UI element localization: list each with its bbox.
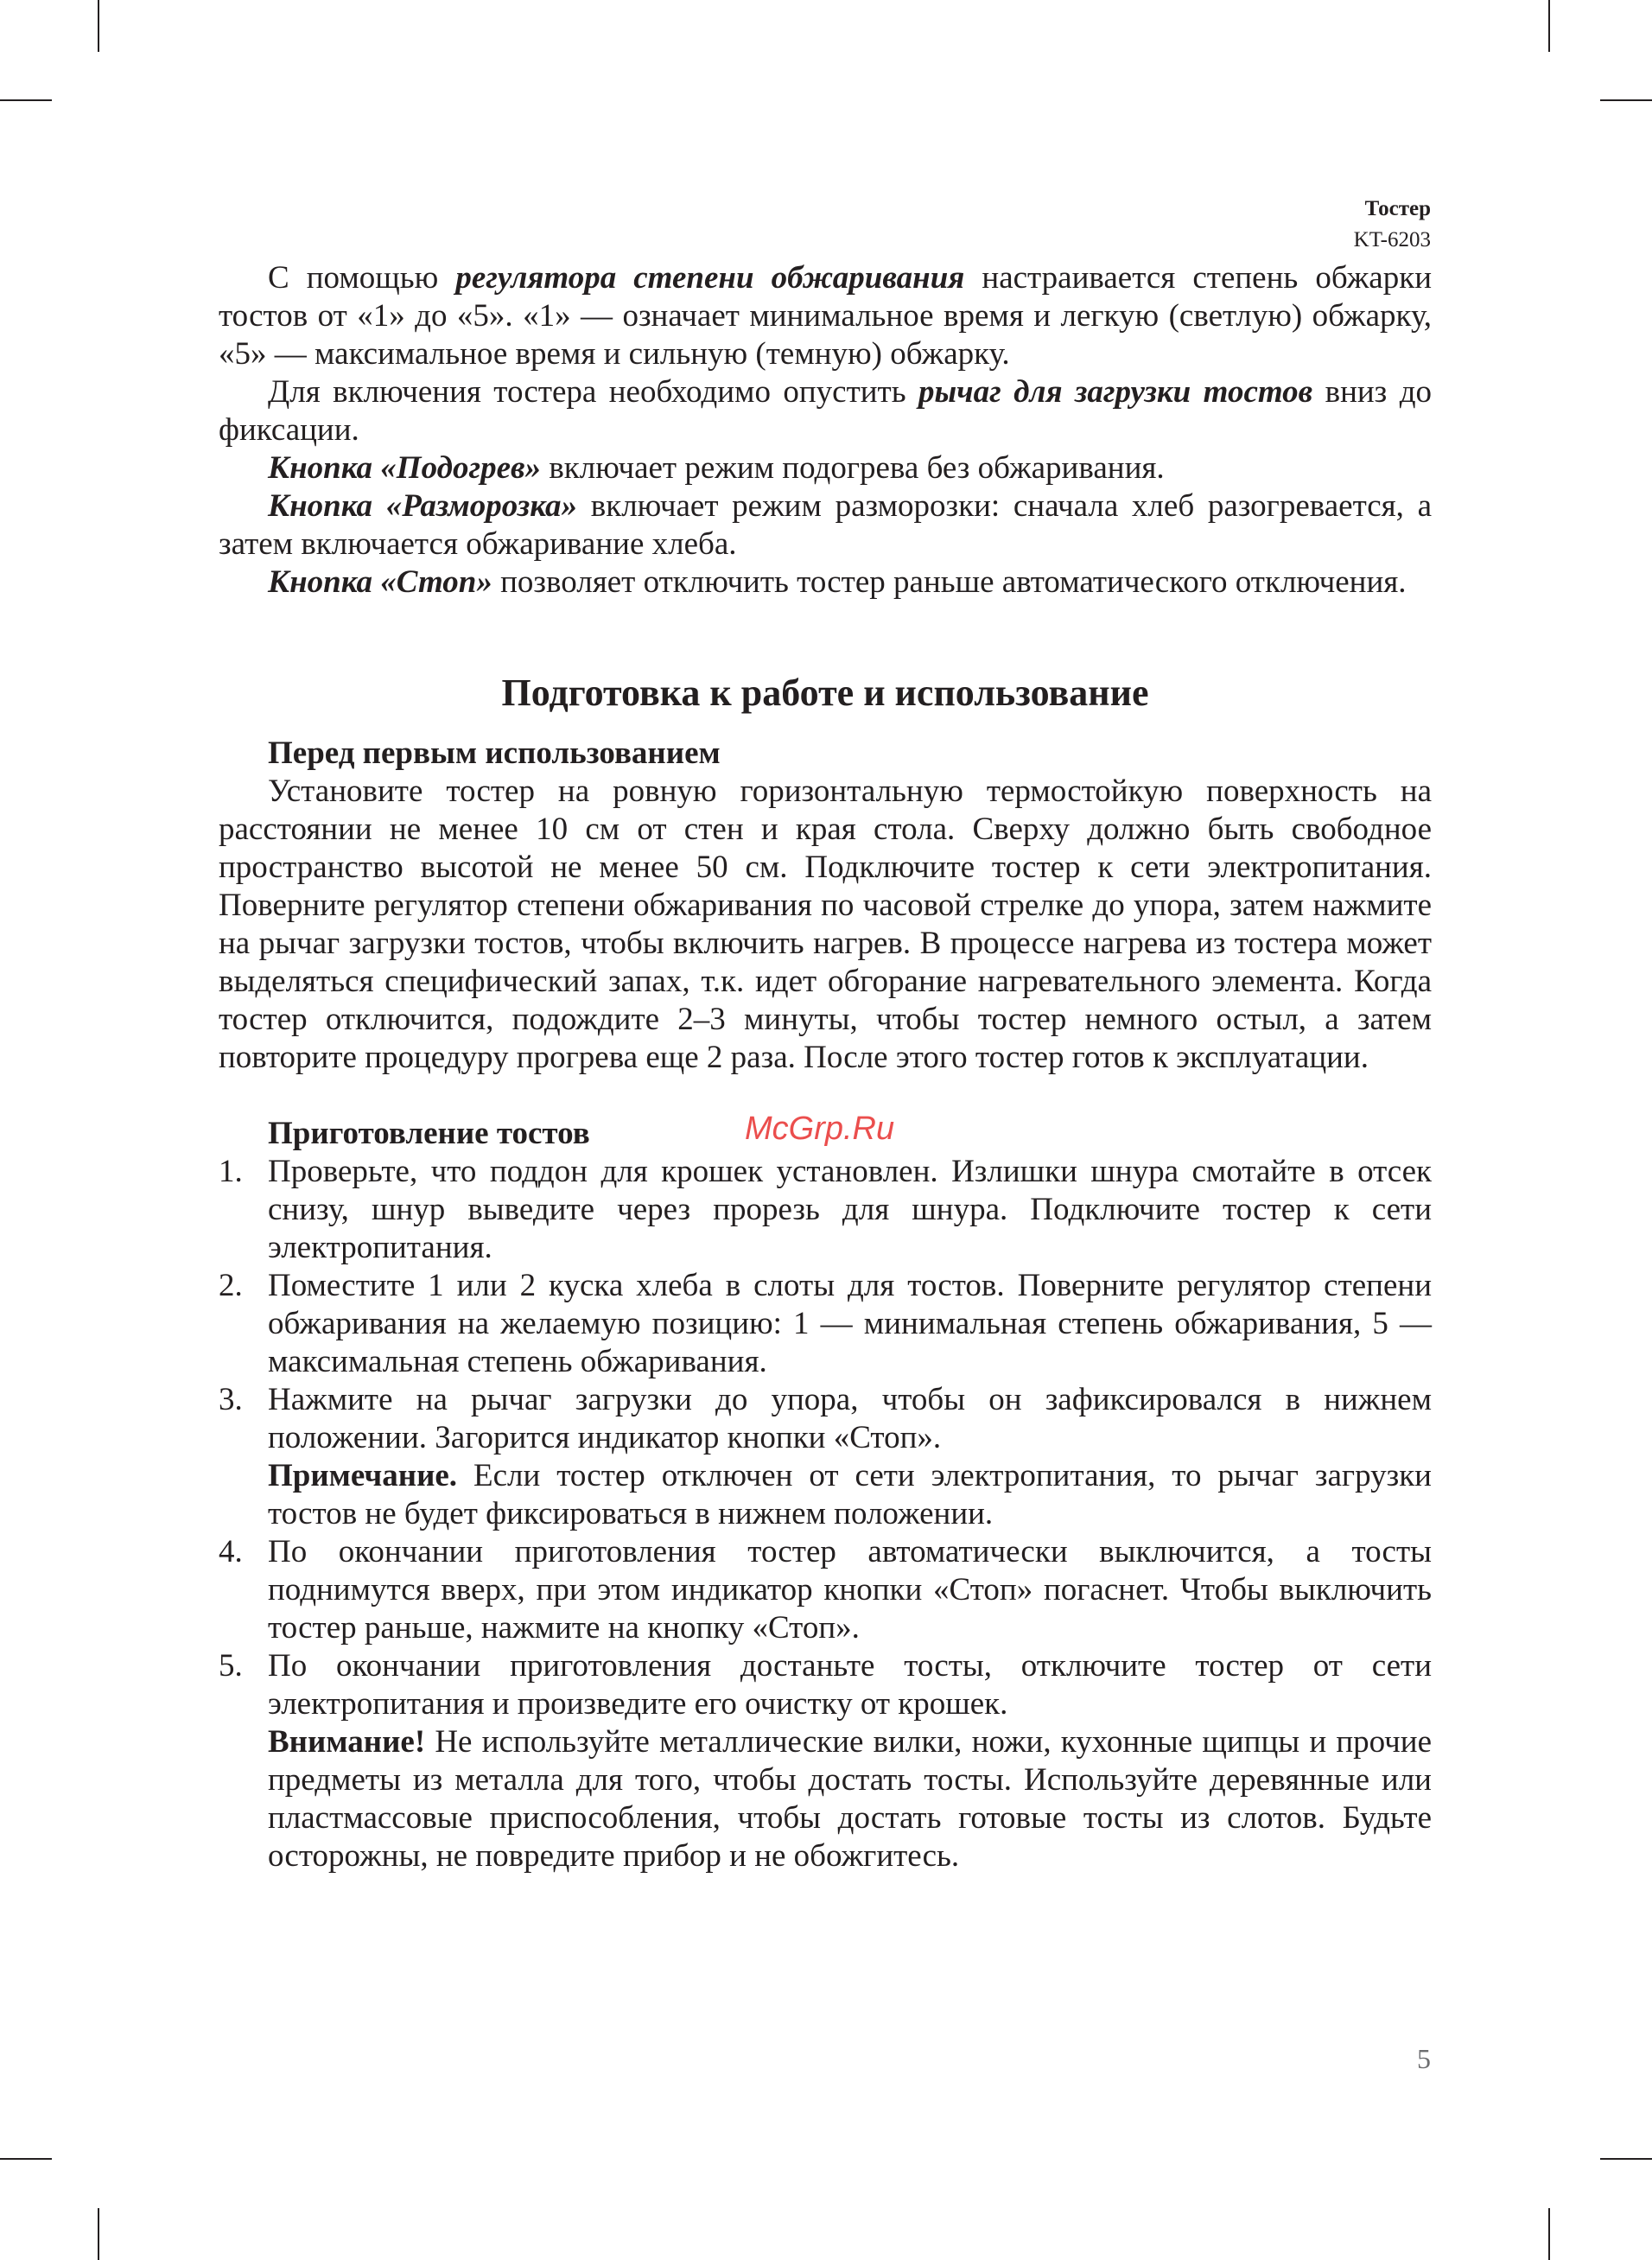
intro-paragraph: Кнопка «Стоп» позволяет отключить тостер раньше автоматического отключения.	[268, 564, 1407, 600]
page-content	[219, 259, 1432, 1875]
crop-mark	[98, 2208, 99, 2260]
list-item: 3. Нажмите на рычаг загрузки до упора, чтобы он зафиксировался в нижнем положении. Загорится индикатор кнопки «Стоп». Примечание. Если тостер отключен от сети электропитания, то рычаг загрузки тостов не будет фиксироваться в нижнем положении.	[219, 1382, 1432, 1531]
note-label: Примечание.	[268, 1458, 458, 1493]
list-item: 1. Проверьте, что поддон для крошек установлен. Излишки шнура смотайте в отсек снизу, шнур выведите через прорезь для шнура. Подключите тостер к сети электропитания.	[219, 1154, 1432, 1265]
header-model: KT-6203	[1353, 228, 1431, 251]
term: регулятора степени обжаривания	[455, 260, 965, 296]
header-title: Тостер	[1364, 197, 1431, 220]
crop-mark	[98, 0, 99, 52]
list-item: 2. Поместите 1 или 2 куска хлеба в слоты для тостов. Поверните регулятор степени обжаривания на желаемую позицию: 1 — минимальная степень обжаривания, 5 — максимальная степень обжаривания.	[219, 1268, 1432, 1379]
intro-paragraph: Кнопка «Подогрев» включает режим подогрева без обжаривания.	[268, 450, 1165, 486]
toasting-steps	[219, 1153, 1432, 1875]
list-item: 4. По окончании приготовления тостер автоматически выключится, а тосты поднимутся вверх, при этом индикатор кнопки «Стоп» погаснет. Чтобы выключить тостер раньше, нажмите на кнопку «Стоп».	[219, 1534, 1432, 1646]
crop-mark	[1548, 0, 1550, 52]
term: рычаг для загрузки тостов	[918, 374, 1313, 410]
intro-paragraph: Кнопка «Разморозка» включает режим разморозки: сначала хлеб разогревается, а затем включается обжаривание хлеба.	[219, 488, 1432, 562]
subsection-heading: Приготовление тостов	[268, 1116, 590, 1151]
intro-paragraph: С помощью регулятора степени обжаривания настраивается степень обжарки тостов от «1» до «5». «1» — означает минимальное время и легкую (светлую) обжарку, «5» — максимальное время и сильную (темную) обжарку.	[219, 260, 1433, 372]
crop-mark	[1548, 2208, 1550, 2260]
watermark: McGrp.Ru	[745, 1111, 895, 1147]
crop-mark	[1600, 99, 1652, 101]
note: Примечание. Если тостер отключен от сети электропитания, то рычаг загрузки тостов не будет фиксироваться в нижнем положении.	[268, 1458, 1432, 1531]
warning: Внимание! Не используйте металлические вилки, ножи, кухонные щипцы и прочие предметы из металла для того, чтобы достать тосты. Используйте деревянные или пластмассовые приспособления, чтобы достать готовые тосты из слотов. Будьте осторожны, не повредите прибор и не обожгитесь.	[268, 1724, 1432, 1874]
section-title: Подготовка к работе и использование	[501, 672, 1149, 714]
running-header	[1354, 194, 1431, 256]
crop-mark	[0, 2158, 52, 2160]
first-use-paragraph: Установите тостер на ровную горизонтальную термостойкую поверхность на расстоянии не менее 10 см от стен и края стола. Сверху должно быть свободное пространство высотой не менее 50 см. Подключите тостер к сети электропитания. Поверните регулятор степени обжаривания по часовой стрелке до упора, затем нажмите на рычаг загрузки тостов, чтобы включить нагрев. В процессе нагрева из тостера может выделяться специфический запах, т.к. идет обгорание нагревательного элемента. Когда тостер отключится, подождите 2–3 минуты, чтобы тостер немного остыл, а затем повторите процедуру прогрева еще 2 раза. После этого тостер готов к эксплуатации.	[219, 773, 1432, 1075]
list-item: 5. По окончании приготовления достаньте тосты, отключите тостер от сети электропитания и произведите его очистку от крошек. Внимание! Не используйте металлические вилки, ножи, кухонные щипцы и прочие предметы из металла для того, чтобы достать тосты. Используйте деревянные или пластмассовые приспособления, чтобы достать готовые тосты из слотов. Будьте осторожны, не повредите прибор и не обожгитесь.	[219, 1648, 1432, 1874]
intro-paragraph: Для включения тостера необходимо опустить рычаг для загрузки тостов вниз до фиксации.	[219, 374, 1433, 448]
term: Кнопка «Подогрев»	[268, 450, 542, 486]
page-number: 5	[1417, 2043, 1431, 2074]
crop-mark	[0, 99, 52, 101]
term: Кнопка «Разморозка»	[268, 488, 578, 524]
term: Кнопка «Стоп»	[268, 564, 492, 600]
crop-mark	[1600, 2158, 1652, 2160]
subsection-heading: Перед первым использованием	[268, 735, 721, 771]
warning-label: Внимание!	[268, 1724, 426, 1760]
